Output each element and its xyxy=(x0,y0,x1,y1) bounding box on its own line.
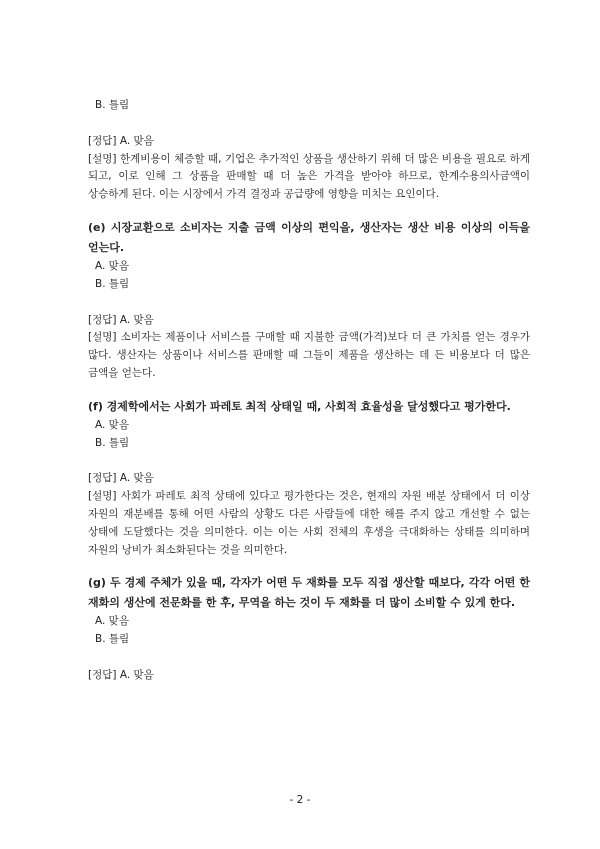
spacer xyxy=(88,115,530,133)
option-a: A. 맞음 xyxy=(95,259,129,272)
option-b: B. 틀림 xyxy=(95,277,130,290)
explanation-d: [설명] 한계비용이 체증할 때, 기업은 추가적인 상품을 생산하기 위해 더 많은 비용을 필요로 하게 되고, 이로 인해 그 상품을 판매할 때 더 높은 가격을 받아야 하므로, 한계수용의사금액이 상승하게 된다. 이는 시장에서 가격 결정과 공급량에 영향을 미치는 요인이다. xyxy=(88,152,530,201)
question-f: (f) 경제학에서는 사회가 파레토 최적 상태일 때, 사회적 효율성을 달성했다고 평가한다. xyxy=(88,399,511,413)
option-b: B. 틀림 xyxy=(95,99,130,111)
spacer xyxy=(88,294,530,312)
option-a: A. 맞음 xyxy=(95,615,129,628)
answer-f: [정답] A. 맞음 xyxy=(88,472,154,485)
option-a: A. 맞음 xyxy=(95,418,129,431)
page-number: - 2 - xyxy=(289,794,311,806)
answer-e: [정답] A. 맞음 xyxy=(88,313,154,326)
explanation-f: [설명] 사회가 파레토 최적 상태에 있다고 평가한다는 것은, 현재의 자원 배분 상태에서 더 이상 자원의 재분배를 통해 어떤 사람의 상황도 다른 사람들에 대한 해를 주지 않고 개선할 수 없는 상태에 도달했다는 것을 의미한다. 이는 이는 사회 전체의 후생을 극대화하는 상태를 의미하며 자원의 낭비가 최소화된다는 것을 의미한다. xyxy=(88,490,530,556)
answer-d: [정답] A. 맞음 xyxy=(88,134,154,147)
page-content xyxy=(88,97,530,685)
answer-g: [정답] A. 맞음 xyxy=(88,668,154,681)
question-g: (g) 두 경제 주체가 있을 때, 각자가 어떤 두 재화를 모두 직접 생산할 때보다, 각각 어떤 한 재화의 생산에 전문화를 한 후, 무역을 하는 것이 두 재화를 더 많이 소비할 수 있게 한다. xyxy=(88,576,530,610)
spacer xyxy=(88,452,530,470)
question-e: (e) 시장교환으로 소비자는 지출 금액 이상의 편익을, 생산자는 생산 비용 이상의 이득을 얻는다. xyxy=(88,220,530,254)
explanation-e: [설명] 소비자는 제품이나 서비스를 구매할 때 지불한 금액(가격)보다 더 큰 가치를 얻는 경우가 많다. 생산자는 상품이나 서비스를 판매할 때 그들이 제품을 생산하는 데 든 비용보다 더 많은 금액을 얻는다. xyxy=(88,331,530,379)
spacer xyxy=(88,559,530,573)
option-b: B. 틀림 xyxy=(95,436,130,449)
spacer xyxy=(88,649,530,667)
spacer xyxy=(88,204,530,218)
option-b: B. 틀림 xyxy=(95,633,130,646)
spacer xyxy=(88,383,530,397)
